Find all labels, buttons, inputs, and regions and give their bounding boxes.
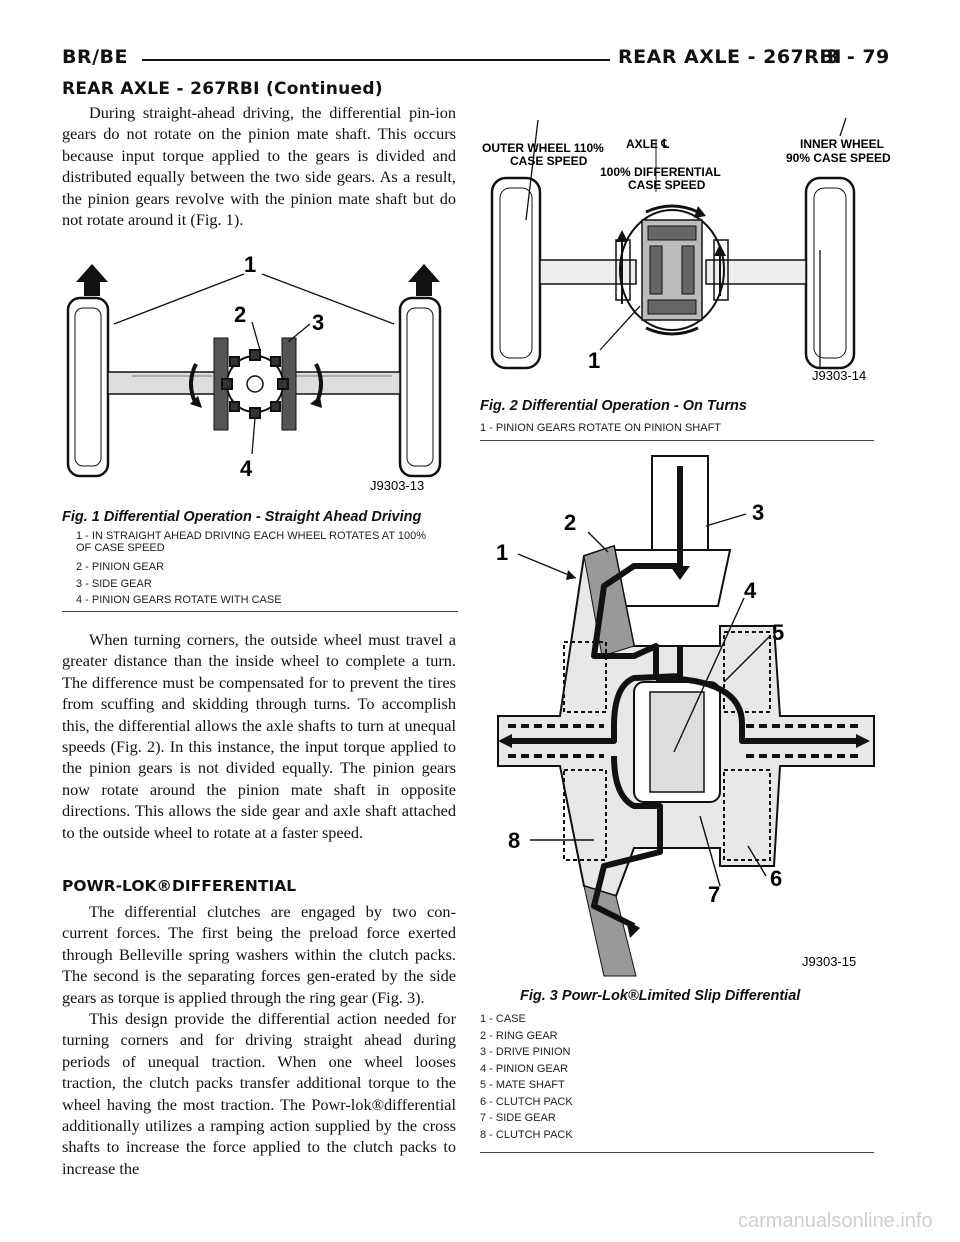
fig2-callout-1: 1: [588, 348, 601, 373]
fig1-diagram: [62, 252, 458, 502]
left-axle: [108, 372, 220, 394]
fig3-callout-8: 8: [508, 828, 521, 853]
fig3-title: Fig. 3 Powr-Lok®Limited Slip Differential: [520, 988, 801, 1004]
fig3-code: J9303-15: [802, 954, 857, 969]
fig3-legend-item: 7 - SIDE GEAR: [480, 1112, 556, 1124]
fig3-legend-item: 4 - PINION GEAR: [480, 1062, 569, 1075]
fig2-diagram: [480, 100, 891, 390]
fig1-legend-item: 3 - SIDE GEAR: [76, 577, 152, 590]
outer-wheel: [492, 178, 540, 368]
fig3-rule: [480, 1152, 874, 1153]
fig3-callout-4: 4: [744, 578, 757, 603]
fig1-legend-item: 2 - PINION GEAR: [76, 561, 165, 573]
fig2-label-outer: OUTER WHEEL 110%: [482, 141, 604, 155]
header-left: BR/BE: [62, 46, 129, 68]
fig3-legend-item: 5 - MATE SHAFT: [480, 1079, 565, 1091]
fig3-legend-item: 6 - CLUTCH PACK: [480, 1095, 573, 1108]
fig2-legend-item: 1 - PINION GEARS ROTATE ON PINION SHAFT: [480, 422, 722, 434]
fig1-callout-3: 3: [312, 310, 325, 335]
fig2-code: J9303-14: [812, 368, 867, 383]
fig3-callout-5: 5: [772, 620, 785, 645]
fig2-label-diff: 100% DIFFERENTIAL: [600, 165, 721, 179]
fig2-rule: [480, 440, 874, 441]
fig1-code: J9303-13: [370, 478, 425, 493]
section-title: REAR AXLE - 267RBI (Continued): [62, 79, 383, 99]
fig1-legend: [76, 531, 444, 609]
right-up-arrow: [408, 264, 440, 296]
drive-pinion-head: [610, 550, 730, 606]
fig2-label-inner-2: 90% CASE SPEED: [786, 151, 891, 165]
right-axle: [288, 372, 400, 394]
fig3-legend-item: 3 - DRIVE PINION: [480, 1046, 571, 1058]
fig3-legend: [480, 1011, 573, 1143]
fig2-label-inner: INNER WHEEL: [800, 137, 884, 151]
fig1-callout-1: 1: [244, 252, 257, 277]
right-wheel: [400, 298, 440, 476]
turning-text: [62, 629, 456, 843]
left-up-arrow: [76, 264, 108, 296]
fig1-callout-2: 2: [234, 302, 247, 327]
powr-lok-text: [62, 901, 456, 1179]
fig2-label-diff-2: CASE SPEED: [628, 178, 706, 192]
header-right: REAR AXLE - 267RBI: [618, 46, 842, 68]
paragraph-turning: When turning corners, the outside wheel must travel a greater distance than the inside wheel to complete a turn. The difference must be compensated for to prevent the tires from scuffing and skidding through turns. To accomplish this, the differential allows the axle shafts to turn at unequal speeds (Fig. 2). In this instance, the input torque applied to the pinion gears is not divided equally. The pinion gears now rotate around the pinion mate shaft in opposite directions. This allows the side gear and axle shaft attached to the outside wheel to rotate at a faster speed.: [62, 630, 456, 842]
inner-wheel: [806, 178, 854, 368]
fig3-legend-item: 8 - CLUTCH PACK: [480, 1128, 573, 1141]
fig3-callout-1: 1: [496, 540, 509, 565]
fig3-legend-item: 2 - RING GEAR: [480, 1029, 558, 1042]
paragraph-clutches: The differential clutches are engaged by two con-current forces. The first being the preload force exerted through Belleville spring washers within the clutch packs. The second is the separating forces gen-erated by the side gears as torque is applied through the ring gear (Fig. 3).: [62, 902, 456, 1007]
intro-text: [62, 102, 456, 230]
fig2-label-outer-2: CASE SPEED: [510, 154, 588, 168]
left-wheel: [68, 298, 108, 476]
paragraph-straight-ahead: During straight-ahead driving, the differential pin-ion gears do not rotate on the pinion mate shaft. This occurs because input torque applied to the gears is divided and distributed equally between the two side gears. As a result, the pinion gears revolve with the pinion mate shaft but do not rotate around it (Fig. 1).: [62, 103, 456, 230]
fig1-callout-4: 4: [240, 456, 253, 481]
fig2-title: Fig. 2 Differential Operation - On Turns: [480, 398, 747, 414]
fig3-legend-item: 1 - CASE: [480, 1013, 526, 1025]
watermark: carmanualsonline.info: [738, 1210, 933, 1232]
fig3-callout-6: 6: [770, 866, 783, 891]
fig3-callout-2: 2: [564, 510, 577, 535]
fig3-callout-3: 3: [752, 500, 765, 525]
mate-shaft: [650, 692, 704, 792]
paragraph-design: This design provide the differential action needed for turning corners and for driving straight ahead during periods of unequal traction. When one wheel looses traction, the clutch packs transfer additional torque to the wheel having the most traction. The Powr-lok®differential additionally utilizes a ramping action supplied by the cross shafts to increase the force applied to the clutch packs to increase the: [62, 1009, 456, 1178]
powr-lok-heading: POWR-LOK®DIFFERENTIAL: [62, 877, 297, 895]
fig1-legend-item: 4 - PINION GEARS ROTATE WITH CASE: [76, 594, 282, 606]
fig2-label-axle: AXLE ℄: [626, 137, 670, 151]
fig1-rule: [62, 611, 458, 612]
fig3-callout-7: 7: [708, 882, 721, 907]
header-rule: [142, 59, 610, 61]
fig1-title: Fig. 1 Differential Operation - Straight Ahead Driving: [62, 509, 422, 525]
fig3-diagram: [484, 456, 876, 976]
fig2-legend: [480, 420, 721, 437]
page-number: 3 - 79: [826, 46, 890, 68]
fig1-legend-item: 1 - IN STRAIGHT AHEAD DRIVING EACH WHEEL ROTATES AT 100% OF CASE SPEED: [76, 530, 427, 554]
